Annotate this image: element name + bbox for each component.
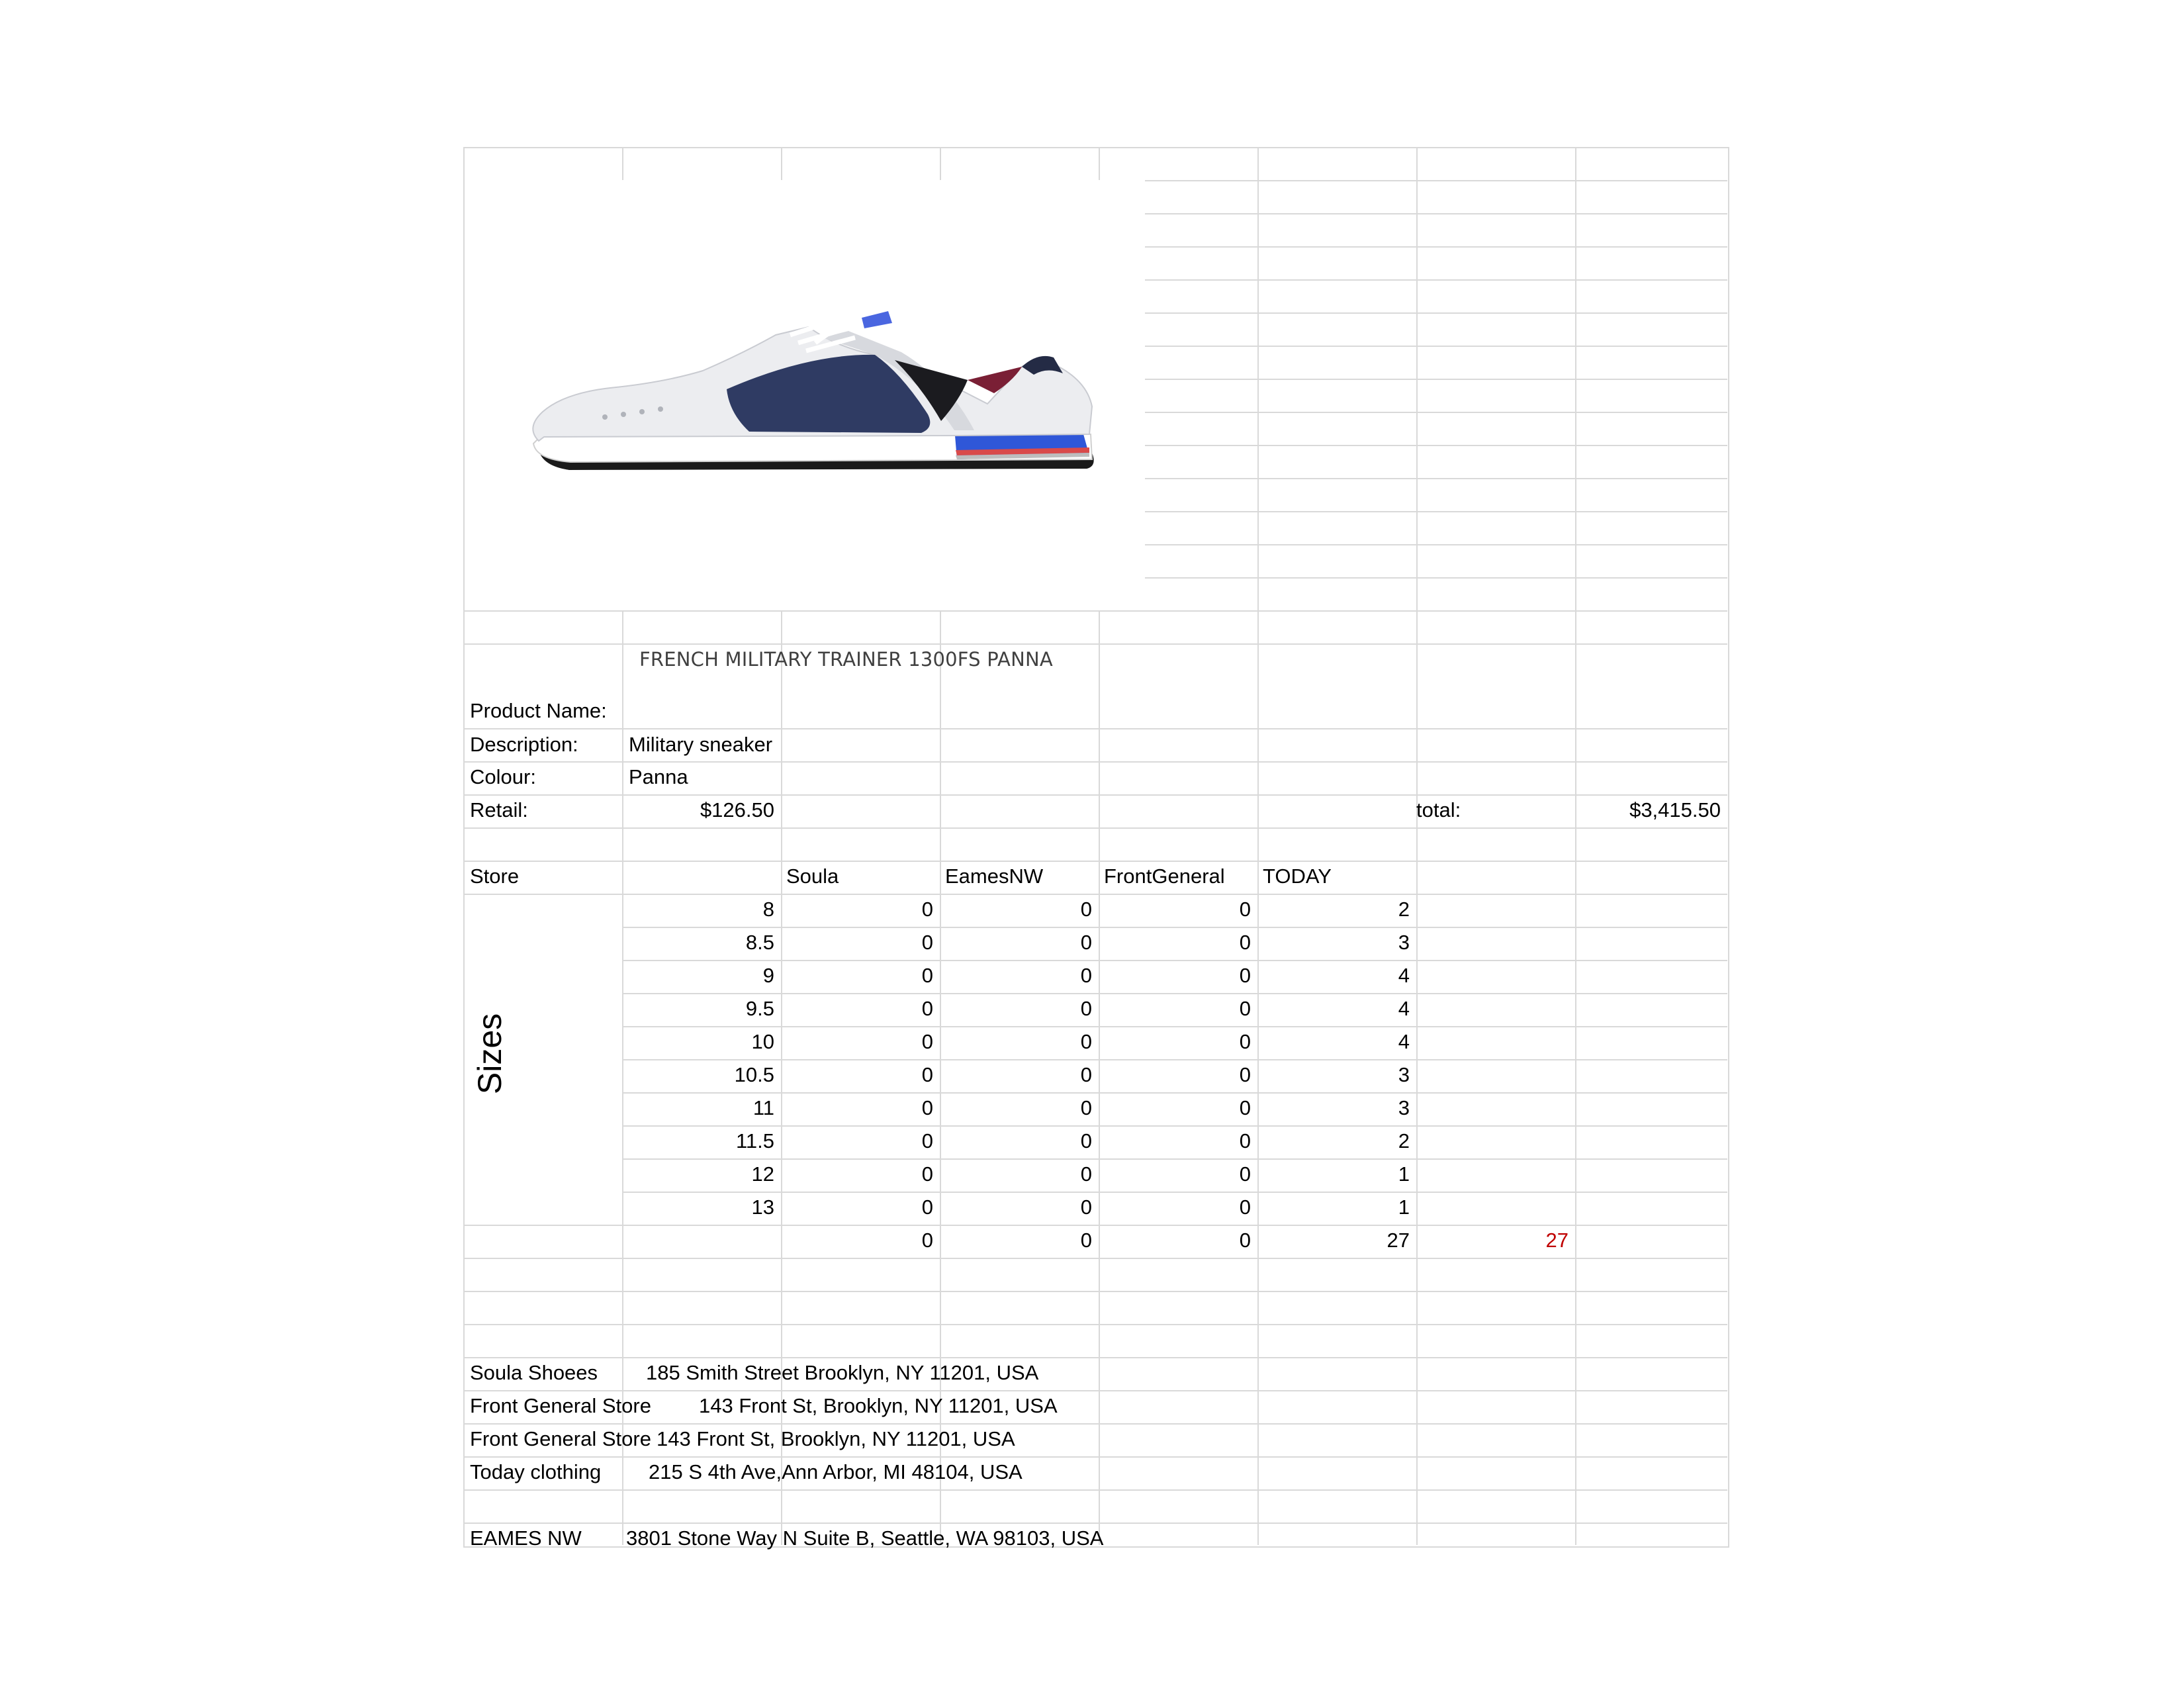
stock-count: 3 [1398, 1063, 1410, 1086]
store-name-frontgeneral: FrontGeneral [1104, 865, 1225, 888]
store-name-soula: Soula [786, 865, 839, 888]
stock-count: 2 [1398, 898, 1410, 921]
stock-count: 0 [921, 1096, 933, 1119]
stock-count: 0 [1239, 898, 1251, 921]
description-label: Description: [470, 733, 578, 756]
size-value: 10 [751, 1030, 774, 1053]
stock-count: 1 [1398, 1162, 1410, 1186]
grand-total: 27 [1545, 1229, 1569, 1252]
size-value: 9 [762, 964, 774, 987]
sizes-label: Sizes [471, 1013, 508, 1095]
stock-count: 0 [1239, 1096, 1251, 1119]
sneaker-image [465, 181, 1144, 608]
size-value: 13 [751, 1196, 774, 1219]
stock-count: 0 [1239, 964, 1251, 987]
size-value: 8.5 [745, 931, 774, 954]
size-value: 11.5 [735, 1129, 774, 1152]
stock-count: 0 [1080, 964, 1092, 987]
stock-count: 0 [921, 1063, 933, 1086]
stock-count: 3 [1398, 931, 1410, 954]
stock-count: 0 [1080, 1096, 1092, 1119]
store-name-today: TODAY [1263, 865, 1332, 888]
stock-count: 1 [1398, 1196, 1410, 1219]
stock-count: 0 [921, 964, 933, 987]
stock-count: 0 [921, 1129, 933, 1152]
stock-count: 0 [1239, 997, 1251, 1020]
product-image-area [465, 181, 1144, 608]
store-header-label: Store [470, 865, 520, 888]
stock-count: 0 [1080, 1196, 1092, 1219]
address-5: 3801 Stone Way N Suite B, Seattle, WA 98103, USA [626, 1526, 1104, 1550]
stock-count: 2 [1398, 1129, 1410, 1152]
stock-count: 0 [921, 997, 933, 1020]
address-store-2: Front General Store [470, 1394, 651, 1417]
store-name-eamesnw: EamesNW [945, 865, 1044, 888]
stock-count: 0 [1080, 997, 1092, 1020]
size-value: 10.5 [734, 1063, 774, 1086]
stock-count: 4 [1398, 1030, 1410, 1053]
stock-count: 0 [1080, 1162, 1092, 1186]
stock-count: 0 [1239, 1030, 1251, 1053]
retail-value: $126.50 [700, 798, 774, 821]
colour-label: Colour: [470, 765, 536, 788]
address-store-4: Today clothing [470, 1460, 602, 1483]
stock-count: 0 [1080, 898, 1092, 921]
stock-count: 0 [921, 1030, 933, 1053]
stock-count: 0 [921, 1162, 933, 1186]
spreadsheet [463, 147, 1728, 1550]
size-value: 8 [762, 898, 774, 921]
address-store-3: Front General Store [470, 1427, 651, 1450]
stock-count: 4 [1398, 964, 1410, 987]
stock-count: 0 [921, 898, 933, 921]
retail-label: Retail: [470, 798, 528, 821]
total-label: total: [1416, 798, 1461, 821]
stock-count: 0 [1239, 1063, 1251, 1086]
address-store-5: EAMES NW [470, 1526, 582, 1550]
stock-count: 0 [1239, 1196, 1251, 1219]
total-value: $3,415.50 [1629, 798, 1721, 821]
description-value: Military sneaker [629, 733, 773, 756]
address-store-1: Soula Shoees [470, 1361, 598, 1384]
address-4: 215 S 4th Ave,Ann Arbor, MI 48104, USA [649, 1460, 1023, 1483]
size-value: 11 [752, 1096, 774, 1119]
stock-count: 4 [1398, 997, 1410, 1020]
colour-value: Panna [629, 765, 688, 788]
address-1: 185 Smith Street Brooklyn, NY 11201, USA [646, 1361, 1039, 1384]
stock-count: 0 [921, 1196, 933, 1219]
stock-count: 0 [921, 931, 933, 954]
stock-count: 0 [1080, 1063, 1092, 1086]
size-value: 9.5 [745, 997, 774, 1020]
address-2: 143 Front St, Brooklyn, NY 11201, USA [699, 1394, 1058, 1417]
total-eamesnw: 0 [1080, 1229, 1092, 1252]
stock-count: 0 [1080, 1030, 1092, 1053]
product-name-label: Product Name: [470, 699, 607, 722]
total-soula: 0 [921, 1229, 933, 1252]
product-title: FRENCH MILITARY TRAINER 1300FS PANNA [639, 648, 1053, 671]
stock-count: 0 [1239, 931, 1251, 954]
address-3: 143 Front St, Brooklyn, NY 11201, USA [657, 1427, 1015, 1450]
size-value: 12 [751, 1162, 774, 1186]
stock-count: 3 [1398, 1096, 1410, 1119]
stock-count: 0 [1080, 931, 1092, 954]
stock-count: 0 [1239, 1162, 1251, 1186]
stock-count: 0 [1080, 1129, 1092, 1152]
total-today: 27 [1387, 1229, 1410, 1252]
stock-count: 0 [1239, 1129, 1251, 1152]
total-frontgeneral: 0 [1239, 1229, 1251, 1252]
